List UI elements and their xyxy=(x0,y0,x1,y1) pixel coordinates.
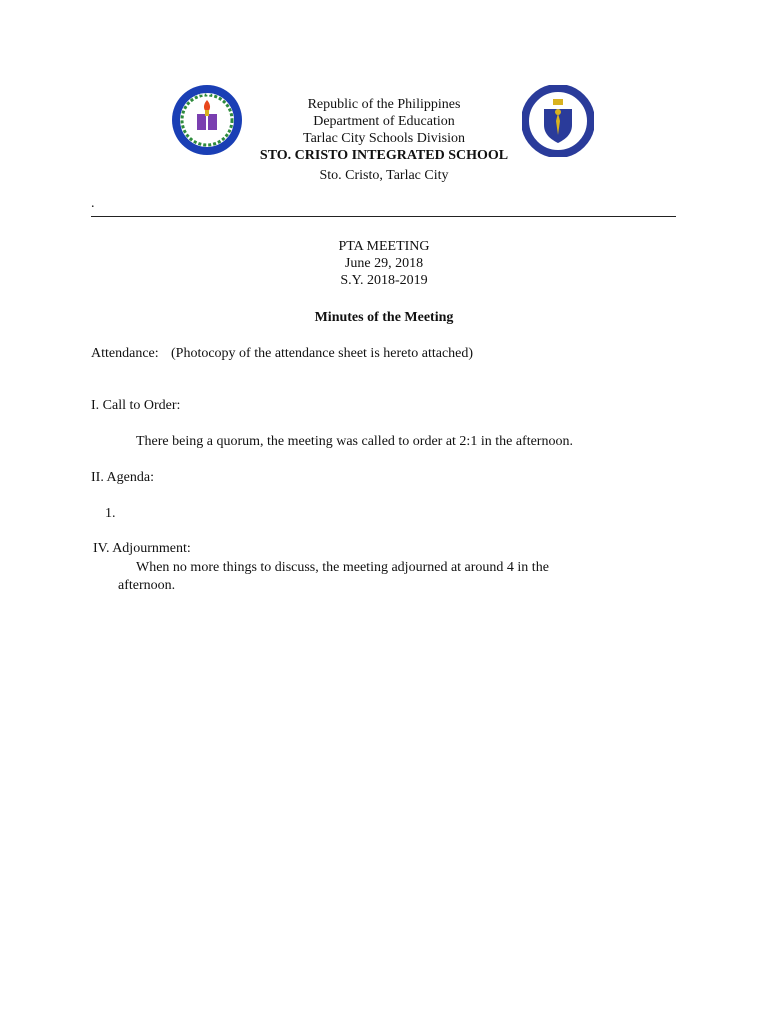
attendance-label: Attendance: xyxy=(91,346,159,361)
call-to-order-text: There being a quorum, the meeting was called to order at 2:1 in the afternoon. xyxy=(136,434,573,449)
header-line-republic: Republic of the Philippines xyxy=(307,97,461,112)
school-year: S.Y. 2018-2019 xyxy=(340,273,428,288)
attendance-text: (Photocopy of the attendance sheet is hereto attached) xyxy=(171,346,474,361)
minutes-heading: Minutes of the Meeting xyxy=(314,310,454,325)
school-name: STO. CRISTO INTEGRATED SCHOOL xyxy=(259,148,509,163)
call-to-order-heading: I. Call to Order: xyxy=(91,398,181,413)
adjournment-text-line1: When no more things to discuss, the meeting adjourned at around 4 in the xyxy=(136,560,549,575)
header-line-division: Tarlac City Schools Division xyxy=(303,131,465,146)
header-divider xyxy=(91,216,676,217)
agenda-item-1: 1. xyxy=(105,506,116,521)
event-title: PTA MEETING xyxy=(338,239,430,254)
agenda-heading: II. Agenda: xyxy=(91,470,154,485)
event-date: June 29, 2018 xyxy=(344,256,424,271)
adjournment-text-line2: afternoon. xyxy=(118,578,176,593)
header-line-department: Department of Education xyxy=(313,114,455,129)
school-address: Sto. Cristo, Tarlac City xyxy=(319,168,449,183)
svg-text:•••••: ••••• xyxy=(199,92,215,98)
adjournment-heading: IV. Adjournment: xyxy=(93,541,191,556)
dot-mark: . xyxy=(91,196,95,211)
